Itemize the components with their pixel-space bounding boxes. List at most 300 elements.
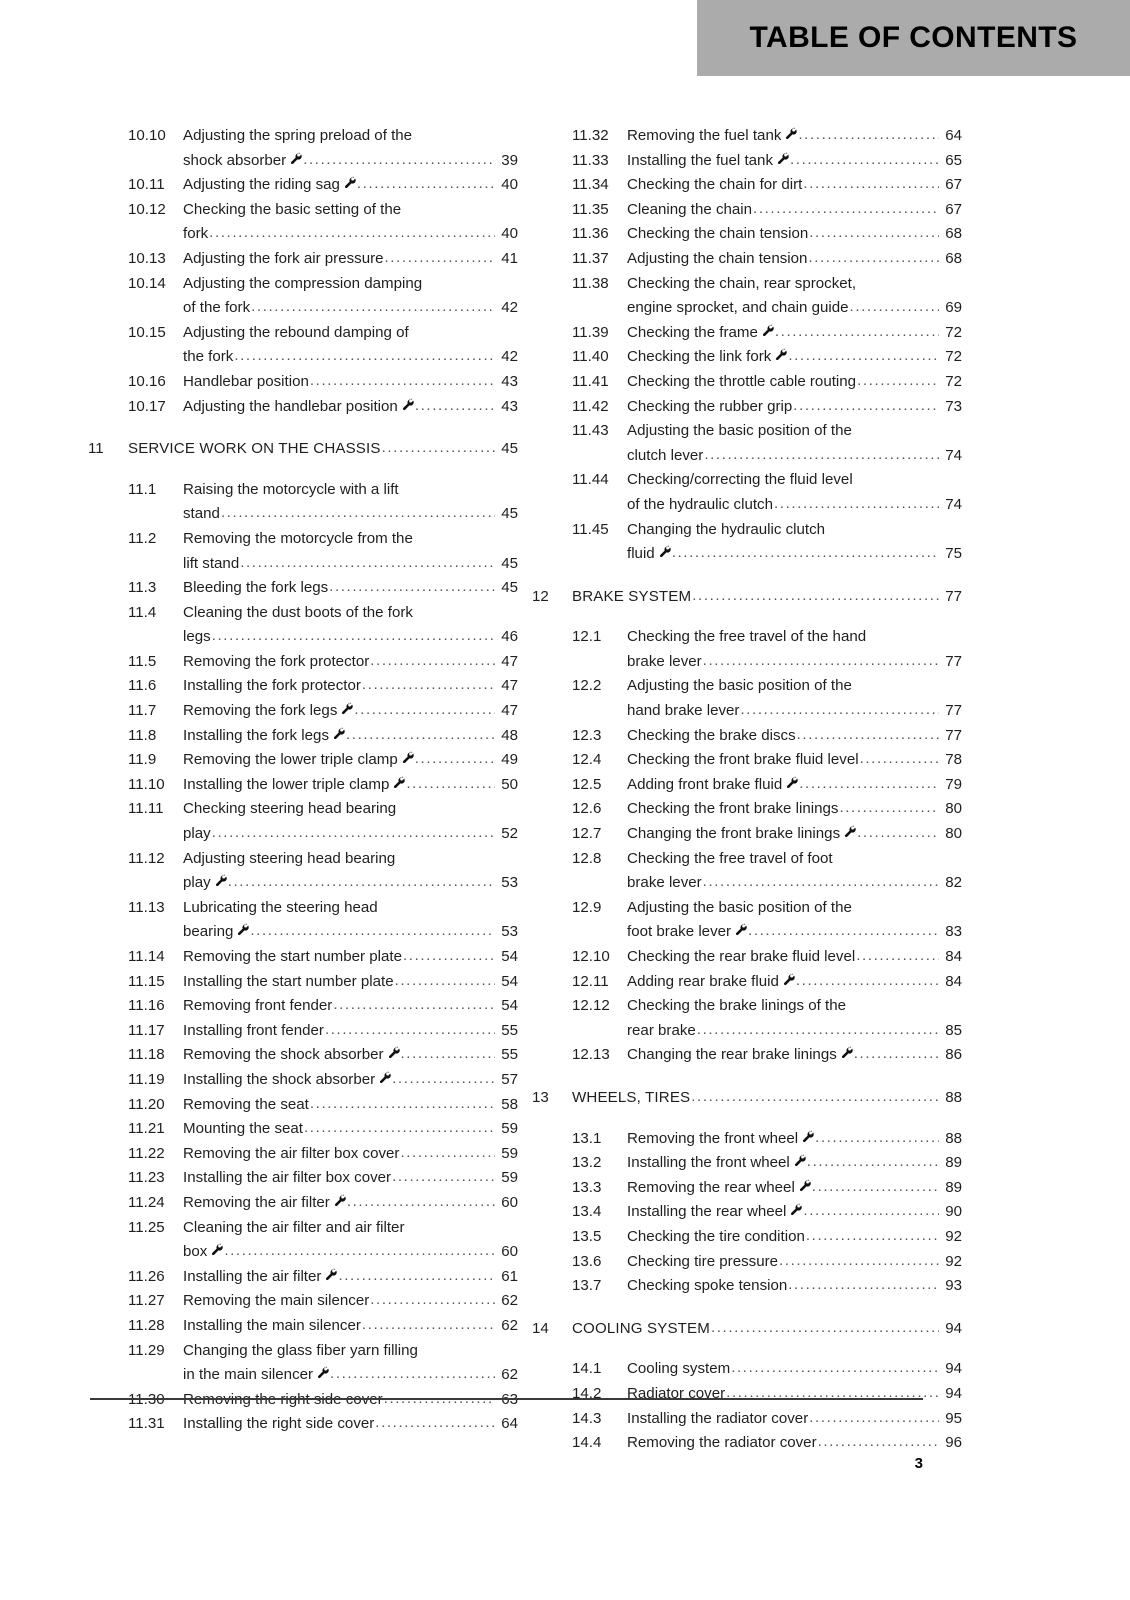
- toc-subsection-entry[interactable]: [88, 1142, 518, 1167]
- toc-entry-body: [183, 724, 518, 749]
- wrench-icon: [793, 1154, 806, 1167]
- toc-page-number: 46: [501, 628, 518, 646]
- toc-page-number: 60: [501, 1243, 518, 1261]
- toc-entry-line: [627, 493, 962, 518]
- dot-leader: [401, 1042, 495, 1067]
- toc-subsection-entry[interactable]: [532, 518, 962, 567]
- toc-entry-line: [183, 124, 518, 149]
- dot-leader: [711, 1316, 939, 1341]
- toc-entry-line: [627, 247, 962, 272]
- toc-section-entry[interactable]: [532, 585, 962, 610]
- toc-section-entry[interactable]: [532, 1086, 962, 1111]
- toc-entry-line: [627, 847, 962, 872]
- toc-entry-title: Cleaning the dust boots of the fork: [183, 603, 413, 621]
- toc-entry-body: [627, 970, 962, 995]
- toc-subsection-entry[interactable]: [88, 527, 518, 576]
- toc-subsection-entry[interactable]: [532, 1382, 962, 1407]
- toc-entry-number: 13.7: [572, 1277, 602, 1295]
- toc-page-number: 39: [501, 151, 518, 169]
- toc-subsection-entry[interactable]: [532, 970, 962, 995]
- toc-page-number: 68: [945, 225, 962, 243]
- toc-page-number: 77: [945, 652, 962, 670]
- dot-leader: [857, 369, 939, 394]
- toc-entry-line: [627, 1127, 962, 1152]
- toc-entry-number: 12.3: [572, 726, 602, 744]
- dot-leader: [850, 295, 939, 320]
- toc-entry-line: [183, 1216, 518, 1241]
- toc-entry-body: [627, 1151, 962, 1176]
- toc-entry-number: 12.7: [572, 825, 602, 843]
- toc-entry-title: Checking the chain for dirt: [627, 176, 803, 194]
- toc-entry-number: 11.45: [572, 520, 609, 538]
- toc-entry-body: [183, 1068, 518, 1093]
- toc-subsection-entry[interactable]: [532, 1176, 962, 1201]
- toc-subsection-entry[interactable]: [532, 1200, 962, 1225]
- toc-subsection-entry[interactable]: [88, 1265, 518, 1290]
- toc-page-number: 55: [501, 1046, 518, 1064]
- toc-entry-line: [627, 296, 962, 321]
- toc-entry-body: [183, 994, 518, 1019]
- dot-leader: [806, 1224, 939, 1249]
- dot-leader: [221, 501, 495, 526]
- toc-entry-title: foot brake lever: [627, 923, 732, 941]
- toc-subsection-entry[interactable]: [88, 797, 518, 846]
- toc-entry-line: [627, 419, 962, 444]
- toc-entry-line: [627, 797, 962, 822]
- toc-subsection-entry[interactable]: [88, 1191, 518, 1216]
- toc-subsection-entry[interactable]: [532, 1431, 962, 1456]
- toc-entry-line: [627, 1407, 962, 1432]
- toc-entry-body: [627, 674, 962, 723]
- toc-entry-title: Removing the seat: [183, 1095, 309, 1113]
- toc-subsection-entry[interactable]: [532, 994, 962, 1043]
- toc-entry-line: [183, 1068, 518, 1093]
- toc-entry-title: play: [183, 874, 211, 892]
- toc-page-number: 65: [945, 151, 962, 169]
- toc-subsection-entry[interactable]: [532, 625, 962, 674]
- toc-entry-line: [627, 395, 962, 420]
- dot-leader: [406, 772, 495, 797]
- toc-entry-body: [183, 478, 518, 527]
- toc-page-number: 45: [501, 440, 518, 458]
- toc-entry-line: [183, 748, 518, 773]
- toc-entry-number: 11.35: [572, 200, 609, 218]
- toc-entry-body: [627, 1127, 962, 1152]
- toc-entry-line: [183, 1265, 518, 1290]
- toc-entry-body: [627, 724, 962, 749]
- toc-subsection-entry[interactable]: [532, 847, 962, 896]
- toc-entry-title: Adjusting the riding sag: [183, 176, 340, 194]
- toc-entry-number: 11.39: [572, 323, 609, 341]
- toc-subsection-entry[interactable]: [532, 674, 962, 723]
- toc-subsection-entry[interactable]: [532, 173, 962, 198]
- toc-entry-line: [183, 1019, 518, 1044]
- toc-entry-line: [627, 1019, 962, 1044]
- toc-entry-line: [627, 1382, 962, 1407]
- toc-entry-body: [627, 518, 962, 567]
- toc-subsection-entry[interactable]: [88, 173, 518, 198]
- toc-entry-line: [183, 601, 518, 626]
- toc-entry-title: Adjusting the basic position of the: [627, 422, 852, 440]
- toc-entry-title: Checking/correcting the fluid level: [627, 471, 853, 489]
- toc-subsection-entry[interactable]: [88, 1093, 518, 1118]
- toc-entry-title: Bleeding the fork legs: [183, 579, 329, 597]
- toc-entry-number: 11.24: [128, 1193, 165, 1211]
- toc-entry-body: [183, 945, 518, 970]
- wrench-icon: [761, 324, 774, 337]
- toc-entry-title: Mounting the seat: [183, 1120, 303, 1138]
- wrench-icon: [392, 776, 405, 789]
- toc-page-number: 95: [945, 1409, 962, 1427]
- toc-subsection-entry[interactable]: [532, 1407, 962, 1432]
- dot-leader: [370, 649, 495, 674]
- dot-leader: [382, 436, 495, 461]
- toc-entry-title: Installing the main silencer: [183, 1316, 361, 1334]
- toc-entry-line: [627, 1357, 962, 1382]
- dot-leader: [333, 993, 495, 1018]
- dot-leader: [788, 344, 939, 369]
- toc-entry-body: [183, 576, 518, 601]
- toc-page-number: 59: [501, 1144, 518, 1162]
- toc-page-number: 53: [501, 874, 518, 892]
- toc-entry-title: Installing the lower triple clamp: [183, 775, 390, 793]
- toc-entry-title: SERVICE WORK ON THE CHASSIS: [128, 440, 381, 458]
- toc-section-entry[interactable]: [532, 1317, 962, 1342]
- toc-entry-title: Radiator cover: [627, 1384, 726, 1402]
- toc-entry-title: Removing the fork protector: [183, 652, 370, 670]
- toc-entry-body: [183, 1339, 518, 1388]
- toc-page-number: 52: [501, 825, 518, 843]
- wrench-icon: [289, 152, 302, 165]
- toc-entry-number: 11.9: [128, 751, 157, 769]
- dot-leader: [347, 1190, 495, 1215]
- toc-subsection-entry[interactable]: [88, 994, 518, 1019]
- dot-leader: [854, 1042, 939, 1067]
- toc-page-number: 45: [501, 554, 518, 572]
- toc-subsection-entry[interactable]: [88, 395, 518, 420]
- toc-subsection-entry[interactable]: [532, 149, 962, 174]
- toc-subsection-entry[interactable]: [88, 1216, 518, 1265]
- toc-entry-body: [627, 1200, 962, 1225]
- dot-leader: [357, 172, 495, 197]
- toc-entry-number: 11.11: [128, 800, 164, 818]
- toc-subsection-entry[interactable]: [88, 945, 518, 970]
- toc-entry-title: Checking the throttle cable routing: [627, 372, 857, 390]
- toc-entry-line: [183, 1412, 518, 1437]
- toc-entry-body: [627, 822, 962, 847]
- toc-page-number: 80: [945, 825, 962, 843]
- toc-entry-line: [627, 920, 962, 945]
- toc-entry-line: [183, 395, 518, 420]
- toc-subsection-entry[interactable]: [532, 247, 962, 272]
- toc-page-number: 84: [945, 948, 962, 965]
- toc-subsection-entry[interactable]: [88, 124, 518, 173]
- toc-page-number: 77: [945, 726, 962, 744]
- toc-entry-title: of the hydraulic clutch: [627, 495, 773, 513]
- toc-subsection-entry[interactable]: [88, 272, 518, 321]
- dot-leader: [839, 796, 939, 821]
- toc-entry-body: [627, 321, 962, 346]
- toc-page-number: 59: [501, 1169, 518, 1187]
- toc-subsection-entry[interactable]: [532, 1250, 962, 1275]
- toc-subsection-entry[interactable]: [532, 1127, 962, 1152]
- toc-entry-line: [627, 773, 962, 798]
- toc-entry-title: clutch lever: [627, 446, 704, 464]
- wrench-icon: [789, 1203, 802, 1216]
- toc-entry-line: [572, 1086, 962, 1111]
- toc-subsection-entry[interactable]: [532, 797, 962, 822]
- toc-entry-number: 10.15: [128, 323, 166, 341]
- toc-entry-number: 12.6: [572, 800, 602, 818]
- toc-entry-title: Adjusting steering head bearing: [183, 849, 396, 867]
- toc-left-column: [88, 124, 518, 1437]
- toc-subsection-entry[interactable]: [532, 272, 962, 321]
- toc-entry-body: [627, 896, 962, 945]
- toc-subsection-entry[interactable]: [532, 748, 962, 773]
- toc-entry-number: 13.1: [572, 1129, 602, 1147]
- page-title: TABLE OF CONTENTS: [749, 21, 1078, 54]
- toc-entry-body: [627, 625, 962, 674]
- toc-entry-title: Raising the motorcycle with a lift: [183, 480, 399, 498]
- toc-entry-line: [183, 896, 518, 921]
- dot-leader: [740, 698, 939, 723]
- toc-entry-line: [627, 1431, 962, 1456]
- toc-entry-line: [627, 822, 962, 847]
- toc-entry-title: fork: [183, 225, 209, 243]
- toc-page-number: 47: [501, 652, 518, 670]
- toc-entry-body: [183, 198, 518, 247]
- toc-entry-body: [183, 1142, 518, 1167]
- toc-entry-title: Checking the brake discs: [627, 726, 796, 744]
- toc-subsection-entry[interactable]: [88, 370, 518, 395]
- toc-subsection-entry[interactable]: [88, 321, 518, 370]
- page-number: 3: [914, 1455, 923, 1472]
- toc-entry-title: Installing the fork legs: [183, 726, 329, 744]
- toc-page-number: 50: [501, 775, 518, 793]
- dot-leader: [338, 1264, 495, 1289]
- toc-entry-title: Checking steering head bearing: [183, 800, 397, 818]
- toc-entry-body: [183, 1265, 518, 1290]
- toc-subsection-entry[interactable]: [532, 1043, 962, 1068]
- toc-subsection-entry[interactable]: [532, 124, 962, 149]
- toc-entry-body: [183, 650, 518, 675]
- toc-subsection-entry[interactable]: [532, 1225, 962, 1250]
- toc-entry-number: 10.14: [128, 274, 166, 292]
- dot-leader: [809, 221, 939, 246]
- toc-entry-line: [627, 542, 962, 567]
- toc-subsection-entry[interactable]: [88, 724, 518, 749]
- toc-page-number: 61: [501, 1267, 518, 1285]
- toc-subsection-entry[interactable]: [88, 896, 518, 945]
- dot-leader: [354, 698, 495, 723]
- toc-subsection-entry[interactable]: [88, 576, 518, 601]
- toc-subsection-entry[interactable]: [88, 1068, 518, 1093]
- toc-entry-title: Adjusting the fork air pressure: [183, 249, 384, 267]
- toc-entry-body: [183, 395, 518, 420]
- toc-entry-title: Removing the start number plate: [183, 948, 402, 965]
- toc-entry-line: [183, 478, 518, 503]
- toc-entry-title: Adjusting the handlebar position: [183, 397, 398, 415]
- wrench-icon: [340, 702, 353, 715]
- toc-entry-body: [627, 1357, 962, 1382]
- toc-subsection-entry[interactable]: [532, 773, 962, 798]
- toc-subsection-entry[interactable]: [532, 1151, 962, 1176]
- toc-entry-line: [627, 1250, 962, 1275]
- toc-subsection-entry[interactable]: [532, 468, 962, 517]
- toc-subsection-entry[interactable]: [88, 1166, 518, 1191]
- toc-subsection-entry[interactable]: [88, 1314, 518, 1339]
- toc-entry-line: [183, 1363, 518, 1388]
- toc-subsection-entry[interactable]: [532, 370, 962, 395]
- toc-entry-line: [183, 502, 518, 527]
- toc-subsection-entry[interactable]: [532, 724, 962, 749]
- dot-leader: [807, 1150, 939, 1175]
- toc-section-entry[interactable]: [88, 437, 518, 462]
- toc-page-number: 63: [501, 1390, 518, 1408]
- toc-page-number: 82: [945, 874, 962, 892]
- toc-entry-title: Cleaning the air filter and air filter: [183, 1218, 405, 1236]
- toc-subsection-entry[interactable]: [88, 748, 518, 773]
- toc-entry-line: [627, 370, 962, 395]
- toc-subsection-entry[interactable]: [88, 247, 518, 272]
- toc-entry-line: [627, 1043, 962, 1068]
- toc-entry-title: Changing the rear brake linings: [627, 1046, 837, 1064]
- toc-subsection-entry[interactable]: [88, 1289, 518, 1314]
- toc-subsection-entry[interactable]: [88, 847, 518, 896]
- toc-entry-number: 11.37: [572, 249, 609, 267]
- toc-entry-number: 11.16: [128, 997, 165, 1015]
- dot-leader: [362, 673, 495, 698]
- toc-page-number: 74: [945, 495, 962, 513]
- toc-entry-title: Removing the air filter box cover: [183, 1144, 400, 1162]
- toc-subsection-entry[interactable]: [88, 1117, 518, 1142]
- toc-entry-line: [183, 650, 518, 675]
- toc-entry-number: 11.19: [128, 1070, 165, 1088]
- toc-page-number: 85: [945, 1021, 962, 1039]
- dot-leader: [748, 919, 939, 944]
- toc-entry-number: 11.27: [128, 1292, 165, 1310]
- toc-entry-line: [627, 345, 962, 370]
- toc-entry-body: [183, 247, 518, 272]
- toc-entry-number: 11.33: [572, 151, 609, 169]
- toc-entry-line: [183, 173, 518, 198]
- toc-entry-line: [627, 518, 962, 543]
- dot-leader: [212, 624, 495, 649]
- toc-subsection-entry[interactable]: [88, 198, 518, 247]
- dot-leader: [385, 246, 495, 271]
- toc-entry-line: [627, 748, 962, 773]
- toc-entry-body: [627, 1176, 962, 1201]
- toc-entry-number: 11.2: [128, 529, 157, 547]
- toc-entry-title: lift stand: [183, 554, 240, 572]
- toc-entry-title: Installing front fender: [183, 1021, 324, 1039]
- wrench-icon: [401, 398, 414, 411]
- toc-subsection-entry[interactable]: [88, 650, 518, 675]
- toc-entry-line: [183, 625, 518, 650]
- toc-entry-body: [183, 1216, 518, 1265]
- toc-entry-body: [627, 1274, 962, 1299]
- toc-entry-number: 11.36: [572, 225, 609, 243]
- toc-subsection-entry[interactable]: [88, 478, 518, 527]
- wrench-icon: [785, 776, 798, 789]
- toc-entry-title: stand: [183, 505, 220, 523]
- toc-entry-line: [627, 699, 962, 724]
- toc-subsection-entry[interactable]: [88, 601, 518, 650]
- toc-page-number: 64: [945, 127, 962, 144]
- toc-subsection-entry[interactable]: [532, 822, 962, 847]
- toc-entry-body: [627, 1431, 962, 1456]
- toc-entry-number: 11.6: [128, 677, 157, 695]
- toc-subsection-entry[interactable]: [88, 1019, 518, 1044]
- toc-page-number: 96: [945, 1434, 962, 1452]
- toc-subsection-entry[interactable]: [532, 222, 962, 247]
- dot-leader: [812, 1175, 939, 1200]
- toc-entry-title: Checking the front brake linings: [627, 800, 839, 818]
- toc-entry-body: [183, 1191, 518, 1216]
- toc-subsection-entry[interactable]: [532, 395, 962, 420]
- toc-subsection-entry[interactable]: [88, 674, 518, 699]
- toc-entry-line: [627, 444, 962, 469]
- toc-subsection-entry[interactable]: [532, 345, 962, 370]
- dot-leader: [310, 369, 495, 394]
- wrench-icon: [387, 1046, 400, 1059]
- toc-entry-number: 14: [532, 1319, 549, 1337]
- toc-entry-body: [183, 748, 518, 773]
- toc-entry-number: 10.13: [128, 249, 166, 267]
- toc-subsection-entry[interactable]: [532, 321, 962, 346]
- toc-entry-number: 14.1: [572, 1360, 602, 1378]
- dot-leader: [790, 148, 939, 173]
- toc-entry-number: 11.34: [572, 176, 609, 194]
- toc-entry-line: [627, 970, 962, 995]
- toc-entry-title: Adding rear brake fluid: [627, 972, 779, 990]
- toc-entry-body: [572, 1086, 962, 1111]
- toc-entry-line: [627, 945, 962, 970]
- toc-entry-number: 11.41: [572, 372, 609, 390]
- toc-entry-body: [183, 1043, 518, 1068]
- toc-entry-number: 11.31: [128, 1415, 165, 1433]
- toc-subsection-entry[interactable]: [532, 945, 962, 970]
- toc-entry-body: [627, 124, 962, 149]
- toc-entry-title: Adjusting the spring preload of the: [183, 127, 413, 144]
- toc-subsection-entry[interactable]: [532, 198, 962, 223]
- toc-subsection-entry[interactable]: [88, 699, 518, 724]
- toc-subsection-entry[interactable]: [532, 419, 962, 468]
- toc-entry-body: [627, 345, 962, 370]
- toc-subsection-entry[interactable]: [532, 1357, 962, 1382]
- toc-page-number: 77: [945, 587, 962, 605]
- dot-leader: [803, 172, 939, 197]
- wrench-icon: [774, 348, 787, 361]
- toc-subsection-entry[interactable]: [88, 1412, 518, 1437]
- toc-subsection-entry[interactable]: [88, 1339, 518, 1388]
- toc-page-number: 90: [945, 1203, 962, 1221]
- dot-leader: [415, 747, 495, 772]
- toc-subsection-entry[interactable]: [88, 970, 518, 995]
- toc-subsection-entry[interactable]: [88, 1043, 518, 1068]
- toc-entry-number: 11.1: [128, 480, 157, 498]
- toc-page-number: 83: [945, 923, 962, 941]
- toc-subsection-entry[interactable]: [532, 1274, 962, 1299]
- dot-leader: [392, 1067, 495, 1092]
- toc-entry-line: [183, 773, 518, 798]
- toc-entry-title: Changing the hydraulic clutch: [627, 520, 826, 538]
- toc-entry-title: Handlebar position: [183, 372, 309, 390]
- toc-page-number: 77: [945, 702, 962, 720]
- toc-entry-body: [183, 1019, 518, 1044]
- toc-subsection-entry[interactable]: [532, 896, 962, 945]
- toc-subsection-entry[interactable]: [88, 773, 518, 798]
